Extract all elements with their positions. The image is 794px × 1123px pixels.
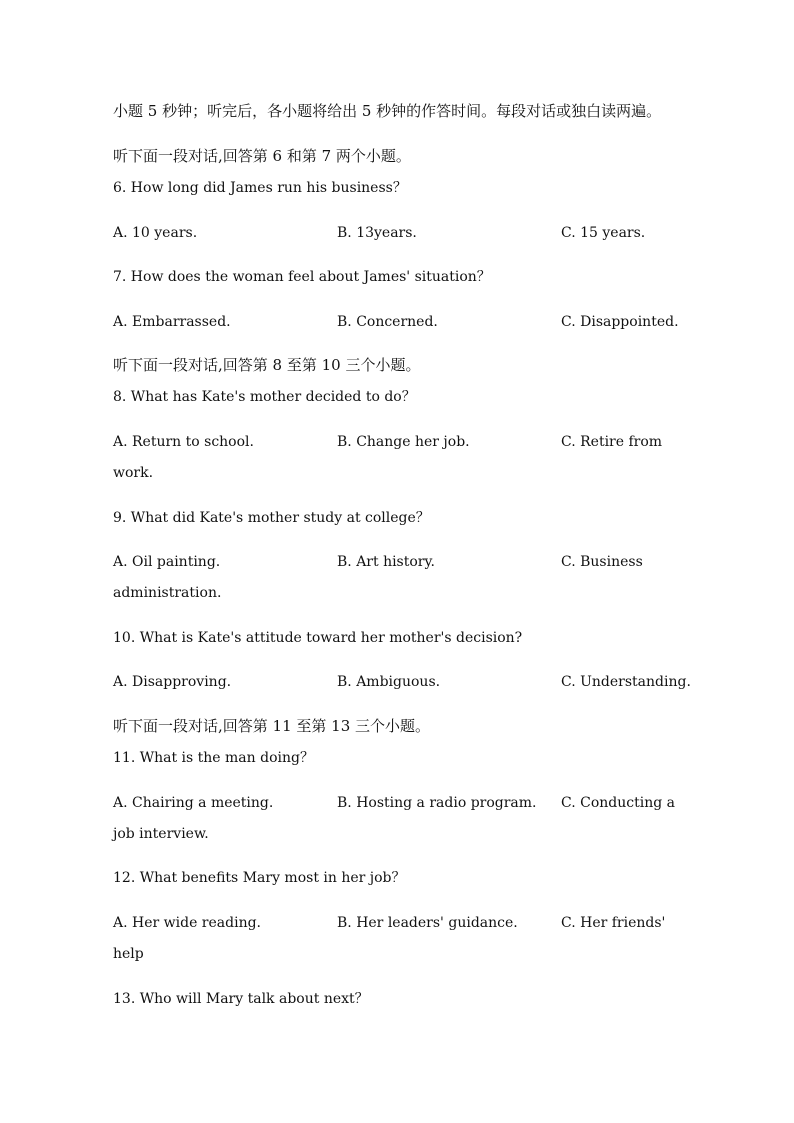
q12-option-a: A. Her wide reading.	[113, 915, 261, 931]
q9-option-c-continued: administration.	[113, 585, 222, 601]
q12-option-c-continued: help	[113, 946, 144, 962]
question-8: 8. What has Kate's mother decided to do？	[113, 389, 416, 405]
q9-option-b: B. Art history.	[337, 554, 435, 570]
section-heading-1: 听下面一段对话,回答第 6 和第 7 两个小题。	[113, 147, 411, 165]
section-heading-3: 听下面一段对话,回答第 11 至第 13 三个小题。	[113, 717, 431, 735]
question-6: 6. How long did James run his business？	[113, 180, 407, 196]
q7-option-c: C. Disappointed.	[561, 314, 679, 330]
q6-option-a: A. 10 years.	[113, 225, 198, 241]
q10-option-c: C. Understanding.	[561, 674, 691, 690]
q11-option-c-continued: job interview.	[113, 826, 209, 842]
q11-option-a: A. Chairing a meeting.	[113, 795, 274, 811]
intro-text: 小题 5 秒钟；听完后，各小题将给出 5 秒钟的作答时间。每段对话或独白读两遍。	[113, 102, 662, 120]
question-7: 7. How does the woman feel about James' situation？	[113, 269, 491, 285]
q11-option-b: B. Hosting a radio program.	[337, 795, 537, 811]
q11-option-c: C. Conducting a	[561, 795, 675, 811]
question-11: 11. What is the man doing？	[113, 750, 314, 766]
question-13: 13. Who will Mary talk about next？	[113, 991, 369, 1007]
q9-option-a: A. Oil painting.	[113, 554, 221, 570]
q8-option-a: A. Return to school.	[113, 434, 254, 450]
q6-option-b: B. 13years.	[337, 225, 417, 241]
q8-option-c: C. Retire from	[561, 434, 663, 450]
q12-option-b: B. Her leaders' guidance.	[337, 915, 518, 931]
section-heading-2: 听下面一段对话,回答第 8 至第 10 三个小题。	[113, 356, 421, 374]
q7-option-b: B. Concerned.	[337, 314, 438, 330]
q8-option-b: B. Change her job.	[337, 434, 470, 450]
question-12: 12. What benefits Mary most in her job？	[113, 870, 406, 886]
q12-option-c: C. Her friends'	[561, 915, 666, 931]
q6-option-c: C. 15 years.	[561, 225, 646, 241]
q9-option-c: C. Business	[561, 554, 643, 570]
q7-option-a: A. Embarrassed.	[113, 314, 231, 330]
q8-option-c-continued: work.	[113, 465, 154, 481]
q10-option-a: A. Disapproving.	[113, 674, 232, 690]
question-9: 9. What did Kate's mother study at college？	[113, 510, 430, 526]
q10-option-b: B. Ambiguous.	[337, 674, 441, 690]
question-10: 10. What is Kate's attitude toward her mother's decision?	[113, 630, 523, 646]
